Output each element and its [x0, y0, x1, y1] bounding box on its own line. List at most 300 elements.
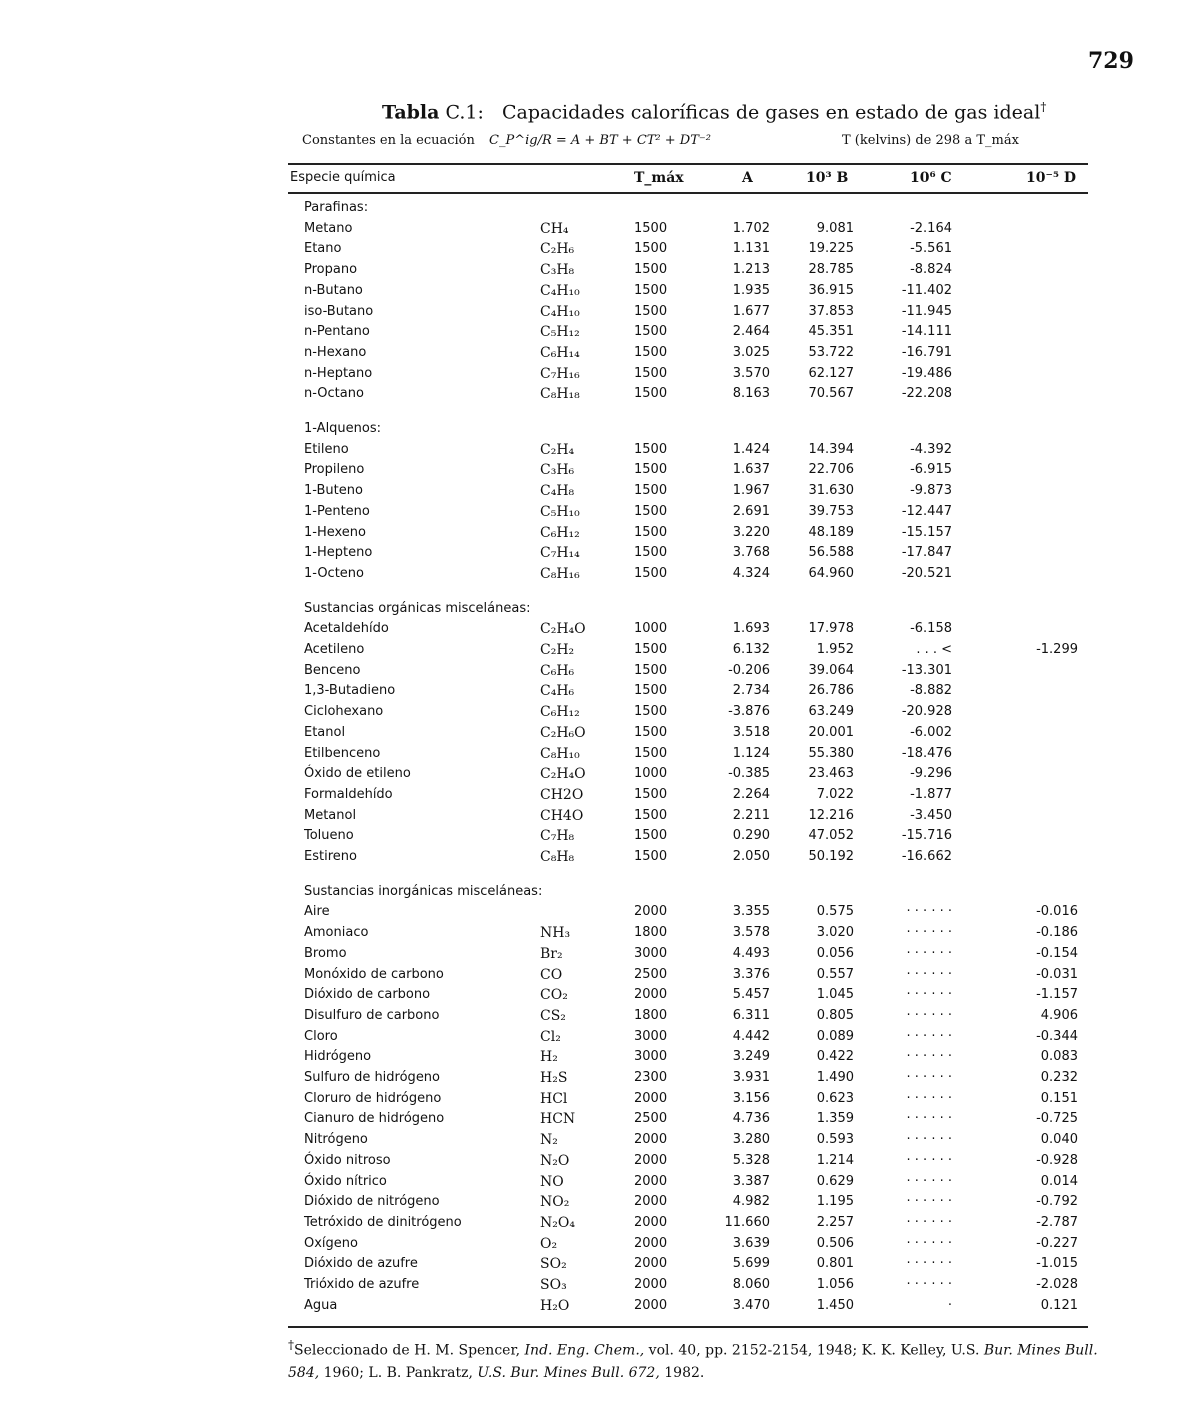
cell-formula: C₂H₄O — [540, 621, 586, 638]
cell-formula: C₆H₆ — [540, 662, 575, 679]
cell-a: 3.249 — [732, 1049, 770, 1065]
table-row — [0, 324, 1200, 344]
cell-c: · · · · · · — [906, 1194, 952, 1210]
cell-formula: Br₂ — [540, 945, 563, 962]
cell-c: -14.111 — [901, 324, 952, 340]
cell-tmax: 2000 — [634, 904, 668, 920]
cell-c: -5.561 — [910, 241, 952, 257]
table-row — [0, 262, 1200, 282]
cell-c: · · · · · · — [906, 1090, 952, 1106]
table-row — [0, 1070, 1200, 1090]
cell-a: 3.220 — [732, 524, 770, 540]
cell-a: 1.702 — [732, 220, 770, 236]
cell-formula: HCN — [540, 1111, 576, 1128]
cell-name: 1-Penteno — [304, 503, 370, 519]
table-row — [0, 1091, 1200, 1111]
cell-name: Tolueno — [304, 828, 354, 844]
cell-formula: H₂O — [540, 1297, 570, 1314]
cell-c: · · · · · · — [906, 1235, 952, 1251]
cell-c: -3.450 — [910, 807, 952, 823]
cell-tmax: 1800 — [634, 1007, 668, 1023]
table-row — [0, 787, 1200, 807]
section-title: Parafinas: — [304, 200, 369, 215]
cell-c: · · · · · · — [906, 1256, 952, 1272]
cell-c: -18.476 — [901, 745, 952, 761]
cell-name: Estireno — [304, 849, 357, 864]
cell-b: 37.853 — [808, 303, 854, 319]
cell-b: 9.081 — [816, 220, 854, 236]
footnote-tail: 1982. — [664, 1364, 705, 1381]
cell-d: -0.031 — [1036, 966, 1078, 982]
cell-a: 1.213 — [732, 262, 770, 278]
cell-c: -11.945 — [901, 303, 952, 319]
cell-b: 1.214 — [816, 1152, 854, 1168]
cell-b: 55.380 — [808, 745, 854, 761]
table-row — [0, 545, 1200, 565]
cell-c: -22.208 — [901, 386, 952, 402]
cell-tmax: 2000 — [634, 1173, 668, 1189]
table-row — [0, 283, 1200, 303]
cell-tmax: 1500 — [634, 303, 668, 319]
cell-b: 14.394 — [808, 441, 854, 457]
cell-b: 31.630 — [808, 483, 854, 499]
cell-d: -2.787 — [1036, 1214, 1078, 1230]
table-row — [0, 746, 1200, 766]
cell-c: · · · · · · — [906, 1070, 952, 1085]
table-row — [0, 221, 1200, 241]
cell-formula: N₂O₄ — [540, 1214, 575, 1231]
table-row — [0, 442, 1200, 462]
table-row — [0, 925, 1200, 945]
table-row — [0, 904, 1200, 924]
cell-d: 0.121 — [1040, 1297, 1078, 1313]
cell-b: 56.588 — [808, 545, 854, 561]
cell-d: -0.016 — [1036, 904, 1078, 920]
table-row — [0, 386, 1200, 406]
cell-formula: C₂H₄ — [540, 441, 575, 458]
cell-b: 1.952 — [816, 642, 854, 657]
table-row — [0, 566, 1200, 586]
cell-b: 48.189 — [808, 524, 854, 540]
cell-b: 53.722 — [808, 344, 854, 360]
cell-c: -6.158 — [910, 621, 952, 637]
cell-name: Hidrógeno — [304, 1049, 372, 1065]
cell-tmax: 2000 — [634, 987, 668, 1003]
header-bottom-rule — [288, 192, 1088, 194]
cell-b: 0.422 — [816, 1049, 854, 1065]
footnote-mid-2: 1960; L. B. Pankratz, — [323, 1364, 473, 1381]
cell-a: 3.376 — [732, 966, 770, 982]
cell-name: Etileno — [304, 441, 349, 457]
cell-formula: SO₂ — [540, 1256, 567, 1273]
cell-a: 1.131 — [732, 241, 770, 257]
constants-label: Constantes en la ecuación — [302, 133, 475, 148]
table-row — [0, 525, 1200, 545]
cell-c: · · · · · · — [906, 1277, 952, 1292]
cell-a: 6.132 — [732, 642, 770, 657]
cell-name: Benceno — [304, 662, 361, 678]
cell-a: 3.578 — [732, 925, 770, 941]
table-row — [0, 241, 1200, 261]
cell-tmax: 2000 — [634, 1152, 668, 1168]
cell-formula: C₃H₆ — [540, 462, 575, 479]
cell-name: Dióxido de carbono — [304, 987, 431, 1003]
cell-d: 0.151 — [1040, 1090, 1078, 1106]
cell-name: 1-Hexeno — [304, 524, 366, 540]
cell-d: -0.792 — [1036, 1194, 1078, 1210]
cell-formula: NO — [540, 1173, 564, 1190]
cell-name: Cloro — [304, 1028, 338, 1044]
cell-tmax: 2500 — [634, 1111, 668, 1127]
cell-name: Propano — [304, 262, 358, 278]
cell-name: Etano — [304, 241, 342, 257]
cell-name: iso-Butano — [304, 303, 374, 319]
table-row — [0, 704, 1200, 724]
cell-formula: CH4O — [540, 807, 584, 824]
cell-formula: C₈H₁₈ — [540, 386, 580, 403]
cell-tmax: 3000 — [634, 1028, 668, 1044]
cell-name: Óxido nitroso — [304, 1152, 391, 1168]
cell-tmax: 1500 — [634, 683, 668, 699]
cell-b: 62.127 — [808, 365, 854, 381]
cell-tmax: 2000 — [634, 1194, 668, 1210]
cell-tmax: 3000 — [634, 1049, 668, 1065]
cell-b: 45.351 — [808, 324, 854, 340]
footnote-mid: vol. 40, pp. 2152-2154, 1948; K. K. Kelley, U.S. — [648, 1342, 980, 1359]
cell-tmax: 2000 — [634, 1235, 668, 1251]
cell-b: 0.629 — [816, 1173, 854, 1189]
table-row — [0, 1132, 1200, 1152]
cell-b: 0.557 — [816, 966, 854, 982]
cell-tmax: 1500 — [634, 704, 668, 720]
cell-tmax: 2000 — [634, 1090, 668, 1106]
cell-c: · · · · · · — [906, 1111, 952, 1127]
footnote-lead: Seleccionado de H. M. Spencer, — [294, 1342, 521, 1359]
cell-formula: C₆H₁₂ — [540, 524, 580, 541]
table-row — [0, 1029, 1200, 1049]
cell-tmax: 1500 — [634, 324, 668, 340]
cell-name: Bromo — [304, 945, 347, 961]
cell-d: 0.083 — [1040, 1049, 1078, 1065]
cell-formula: N₂O — [540, 1152, 570, 1169]
cell-b: 22.706 — [808, 462, 854, 478]
cell-b: 1.045 — [816, 987, 854, 1003]
cell-c: -13.301 — [901, 662, 952, 678]
cell-formula: C₇H₈ — [540, 828, 575, 845]
cell-a: 3.355 — [732, 904, 770, 920]
cell-a: -0.385 — [728, 766, 770, 782]
cell-c: -11.402 — [901, 282, 952, 298]
table-row — [0, 766, 1200, 786]
cell-a: 3.387 — [732, 1173, 770, 1189]
cell-b: 70.567 — [808, 386, 854, 402]
cell-a: 8.163 — [732, 386, 770, 402]
cell-tmax: 1500 — [634, 786, 668, 802]
cell-name: Metano — [304, 220, 353, 236]
cell-tmax: 1500 — [634, 344, 668, 360]
cell-formula: N₂ — [540, 1132, 558, 1149]
cell-c: -16.791 — [901, 344, 952, 360]
cell-d: 0.014 — [1040, 1173, 1078, 1189]
cell-a: 1.967 — [732, 483, 770, 499]
table-row — [0, 1153, 1200, 1173]
cell-formula: C₈H₁₆ — [540, 565, 580, 582]
cell-formula: C₅H₁₀ — [540, 503, 580, 520]
cell-c: · · · · · · — [906, 925, 952, 941]
table-row — [0, 345, 1200, 365]
cell-a: 3.280 — [732, 1132, 770, 1148]
cell-formula: C₈H₁₀ — [540, 745, 580, 762]
section-title: 1-Alquenos: — [304, 421, 382, 436]
constants-range: T (kelvins) de 298 a T_máx — [842, 133, 1019, 148]
cell-b: 3.020 — [816, 925, 854, 941]
cell-formula: C₅H₁₂ — [540, 324, 580, 341]
table-title-text: Capacidades caloríficas de gases en estado de gas ideal — [502, 101, 1041, 124]
cell-name: Acetileno — [304, 642, 365, 657]
cell-formula: C₂H₆ — [540, 241, 575, 258]
table-title-label: Tabla — [382, 101, 440, 124]
cell-c: · · · · · · — [906, 1007, 952, 1023]
cell-d: -0.227 — [1036, 1235, 1078, 1251]
cell-name: Óxido de etileno — [304, 766, 411, 782]
cell-name: Etanol — [304, 724, 346, 740]
cell-a: 3.025 — [732, 344, 770, 360]
cell-formula: C₆H₁₄ — [540, 344, 580, 361]
page-number: 729 — [1088, 48, 1134, 74]
table-row — [0, 1236, 1200, 1256]
cell-formula: C₈H₈ — [540, 849, 575, 865]
cell-b: 20.001 — [808, 724, 854, 740]
cell-d: -1.157 — [1036, 987, 1078, 1003]
cell-a: 1.935 — [732, 282, 770, 298]
cell-c: -15.157 — [901, 524, 952, 540]
table-row — [0, 366, 1200, 386]
cell-tmax: 1500 — [634, 241, 668, 257]
cell-d: -2.028 — [1036, 1277, 1078, 1292]
cell-name: Agua — [304, 1297, 338, 1313]
cell-name: n-Hexano — [304, 344, 367, 360]
cell-name: Monóxido de carbono — [304, 966, 444, 982]
table-row — [0, 1174, 1200, 1194]
cell-formula: CH₄ — [540, 220, 569, 237]
cell-tmax: 1000 — [634, 766, 668, 782]
cell-name: n-Pentano — [304, 324, 370, 340]
cell-tmax: 1500 — [634, 483, 668, 499]
cell-name: Óxido nítrico — [304, 1173, 387, 1189]
cell-b: 28.785 — [808, 262, 854, 278]
cell-name: Trióxido de azufre — [304, 1277, 420, 1292]
cell-c: · · · · · · — [906, 904, 952, 920]
cell-formula: HCl — [540, 1090, 568, 1107]
table-row — [0, 725, 1200, 745]
cell-a: 4.736 — [732, 1111, 770, 1127]
cell-c: -2.164 — [910, 220, 952, 236]
header-species: Especie química — [290, 170, 396, 185]
cell-b: 0.056 — [816, 945, 854, 961]
cell-d: -1.299 — [1036, 642, 1078, 657]
cell-tmax: 1500 — [634, 262, 668, 278]
cell-a: 3.470 — [732, 1297, 770, 1313]
cell-c: -19.486 — [901, 365, 952, 381]
cell-a: -3.876 — [728, 704, 770, 720]
table-row — [0, 683, 1200, 703]
cell-a: 3.156 — [732, 1090, 770, 1106]
cell-tmax: 1800 — [634, 925, 668, 941]
cell-c: -6.002 — [910, 724, 952, 740]
cell-tmax: 2000 — [634, 1256, 668, 1272]
cell-formula: H₂ — [540, 1049, 558, 1066]
header-d: 10⁻⁵ D — [1026, 170, 1077, 186]
cell-tmax: 1500 — [634, 662, 668, 678]
cell-c: -6.915 — [910, 462, 952, 478]
cell-b: 26.786 — [808, 683, 854, 699]
cell-c: -8.882 — [910, 683, 952, 699]
cell-name: Disulfuro de carbono — [304, 1007, 440, 1023]
cell-a: 3.570 — [732, 365, 770, 381]
cell-b: 12.216 — [808, 807, 854, 823]
table-row — [0, 946, 1200, 966]
header-tmax: T_máx — [634, 170, 684, 186]
cell-b: 47.052 — [808, 828, 854, 844]
cell-a: 1.693 — [732, 621, 770, 637]
cell-tmax: 1500 — [634, 807, 668, 823]
cell-b: 0.593 — [816, 1132, 854, 1148]
cell-c: -20.928 — [901, 704, 952, 720]
cell-name: Dióxido de nitrógeno — [304, 1194, 440, 1210]
cell-d: 0.040 — [1040, 1132, 1078, 1148]
cell-c: -20.521 — [901, 565, 952, 581]
cell-tmax: 2300 — [634, 1070, 668, 1085]
table-row — [0, 642, 1200, 662]
cell-tmax: 1500 — [634, 386, 668, 402]
cell-d: -0.186 — [1036, 925, 1078, 941]
cell-tmax: 1500 — [634, 745, 668, 761]
cell-a: 0.290 — [732, 828, 770, 844]
cell-b: 17.978 — [808, 621, 854, 637]
cell-name: Nitrógeno — [304, 1132, 368, 1148]
cell-c: -9.873 — [910, 483, 952, 499]
table-row — [0, 987, 1200, 1007]
table-row — [0, 1111, 1200, 1131]
cell-name: Formaldehído — [304, 786, 393, 802]
cell-a: 3.768 — [732, 545, 770, 561]
cell-name: Oxígeno — [304, 1235, 358, 1251]
table-row — [0, 483, 1200, 503]
cell-tmax: 1500 — [634, 282, 668, 298]
section-title: Sustancias orgánicas misceláneas: — [304, 600, 531, 616]
cell-b: 1.056 — [816, 1277, 854, 1292]
table-row — [0, 1194, 1200, 1214]
cell-d: 0.232 — [1040, 1070, 1078, 1085]
cell-b: 7.022 — [816, 786, 854, 802]
cell-a: 6.311 — [732, 1007, 770, 1023]
cell-c: · — [947, 1297, 952, 1313]
table-row — [0, 1256, 1200, 1276]
cell-formula: C₂H₂ — [540, 642, 575, 658]
cell-tmax: 2000 — [634, 1277, 668, 1292]
cell-a: 3.931 — [732, 1070, 770, 1085]
cell-a: 3.639 — [732, 1235, 770, 1251]
cell-d: -0.344 — [1036, 1028, 1078, 1044]
cell-name: Aire — [304, 904, 330, 920]
section-title: Sustancias inorgánicas misceláneas: — [304, 883, 543, 899]
cell-tmax: 1500 — [634, 545, 668, 561]
cell-b: 63.249 — [808, 704, 854, 720]
cell-formula: C₄H₈ — [540, 483, 575, 500]
cell-c: -12.447 — [901, 503, 952, 519]
table-row — [0, 504, 1200, 524]
table-row — [0, 462, 1200, 482]
cell-b: 50.192 — [808, 849, 854, 864]
table-row — [0, 1049, 1200, 1069]
cell-name: 1,3-Butadieno — [304, 683, 396, 699]
cell-name: n-Butano — [304, 282, 363, 298]
cell-a: 2.691 — [732, 503, 770, 519]
cell-a: 1.637 — [732, 462, 770, 478]
cell-formula: CH2O — [540, 786, 584, 803]
cell-name: n-Octano — [304, 386, 364, 402]
cell-b: 0.623 — [816, 1090, 854, 1106]
cell-tmax: 3000 — [634, 945, 668, 961]
cell-formula: CO — [540, 966, 563, 983]
table-row — [0, 1215, 1200, 1235]
cell-a: 3.518 — [732, 724, 770, 740]
footnote-journal-3: U.S. Bur. Mines Bull. 672, — [477, 1364, 660, 1381]
cell-a: 2.211 — [732, 807, 770, 823]
cell-name: Cloruro de hidrógeno — [304, 1090, 442, 1106]
constants-line — [302, 133, 1019, 148]
cell-tmax: 2500 — [634, 966, 668, 982]
table-row — [0, 304, 1200, 324]
cell-c: -4.392 — [910, 441, 952, 457]
cell-name: Propileno — [304, 462, 365, 478]
cell-c: · · · · · · — [906, 1049, 952, 1065]
header-top-rule — [288, 163, 1088, 165]
constants-equation: C_P^ig/R = A + BT + CT² + DT⁻² — [489, 133, 711, 148]
cell-tmax: 2000 — [634, 1132, 668, 1148]
cell-tmax: 1500 — [634, 565, 668, 581]
cell-tmax: 1500 — [634, 724, 668, 740]
cell-b: 0.805 — [816, 1007, 854, 1023]
table-row — [0, 967, 1200, 987]
cell-name: Cianuro de hidrógeno — [304, 1111, 445, 1127]
cell-a: 5.328 — [732, 1152, 770, 1168]
cell-c: · · · · · · — [906, 1173, 952, 1189]
cell-formula: C₇H₁₆ — [540, 365, 580, 382]
cell-formula: C₂H₆O — [540, 724, 586, 741]
cell-a: 5.699 — [732, 1256, 770, 1272]
table-row — [0, 808, 1200, 828]
cell-b: 1.490 — [816, 1070, 854, 1085]
cell-b: 1.450 — [816, 1297, 854, 1313]
cell-tmax: 1500 — [634, 849, 668, 864]
cell-tmax: 1000 — [634, 621, 668, 637]
table-title-mark: † — [1040, 100, 1047, 114]
cell-a: 1.124 — [732, 745, 770, 761]
cell-c: -16.662 — [901, 849, 952, 864]
cell-name: 1-Octeno — [304, 565, 364, 581]
cell-a: 2.264 — [732, 786, 770, 802]
cell-name: Acetaldehído — [304, 621, 389, 637]
cell-formula: O₂ — [540, 1235, 558, 1252]
cell-formula: C₇H₁₄ — [540, 545, 580, 562]
cell-formula: NO₂ — [540, 1194, 570, 1211]
cell-a: 2.050 — [732, 849, 770, 864]
footnote — [288, 1334, 1098, 1384]
cell-formula: C₃H₈ — [540, 262, 575, 279]
header-a: A — [742, 170, 753, 186]
cell-b: 23.463 — [808, 766, 854, 782]
